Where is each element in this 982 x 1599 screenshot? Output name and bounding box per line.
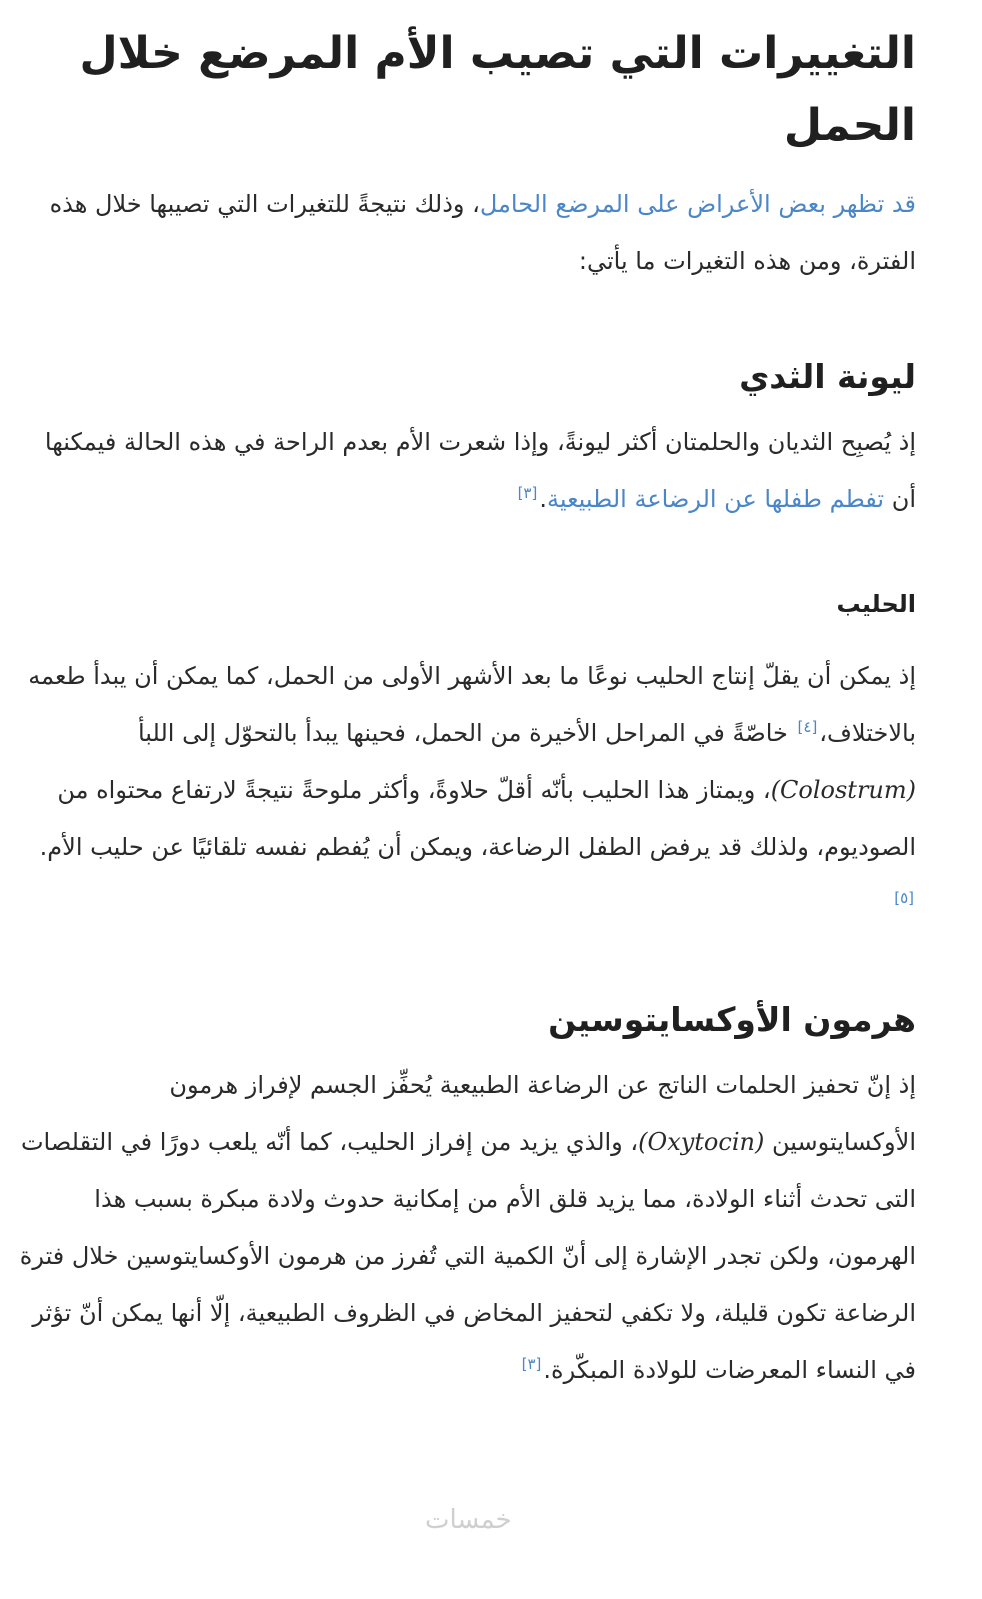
intro-text: ، وذلك نتيجةً للتغيرات التي تصيبها خلال هذه الفترة، ومن هذه التغيرات ما يأتي: bbox=[49, 190, 916, 275]
milk-text-3: ، ويمتاز هذا الحليب بأنّه أقلّ حلاوةً، وأكثر ملوحةً نتيجةً لارتفاع محتواه من الصوديوم، ولذلك قد يرفض الطفل الرضاعة، ويمكن أن يُفطم نفسه تلقائيًا عن حليب الأم. bbox=[39, 776, 916, 861]
milk-text-1: إذ يمكن أن يقلّ إنتاج الحليب نوعًا ما بعد الأشهر الأولى من الحمل، كما يمكن أن يبدأ طعمه بالاختلاف، bbox=[28, 662, 916, 747]
section-heading-breast: ليونة الثدي bbox=[739, 357, 916, 396]
symptoms-link[interactable]: قد تظهر بعض الأعراض على المرضع الحامل bbox=[479, 190, 916, 218]
oxytocin-text-2: ، والذي يزيد من إفراز الحليب، كما أنّه يلعب دورًا في التقلصات التى تحدث أثناء الولادة، مما يزيد قلق الأم من إمكانية حدوث ولادة مبكرة بسبب هذا الهرمون، ولكن تجدر الإشارة إلى أنّ الكمية التي تُفرز من هرمون الأوكسايتوسين خلال فترة الرضاعة تكون قليلة، ولا تكفي لتحفيز المخاض في الظروف الطبيعية، إلّا أنها يمكن أنّ تؤثر في النساء المعرضات للولادة المبكّرة. bbox=[19, 1128, 916, 1384]
oxytocin-text-1: إذ إنّ تحفيز الحلمات الناتج عن الرضاعة الطبيعية يُحفِّز الجسم لإفراز هرمون الأوكسايتوسين bbox=[169, 1071, 916, 1156]
reference-link[interactable]: [٤] bbox=[797, 718, 818, 736]
breast-paragraph bbox=[18, 414, 916, 528]
reference-link[interactable]: [٣] bbox=[521, 1355, 542, 1373]
milk-paragraph bbox=[18, 648, 916, 933]
section-heading-oxytocin: هرمون الأوكسايتوسين bbox=[548, 1000, 916, 1039]
section-heading-milk: الحليب bbox=[836, 590, 916, 618]
breast-text-end: . bbox=[539, 485, 547, 513]
oxytocin-paragraph bbox=[18, 1057, 916, 1399]
colostrum-term: (Colostrum) bbox=[770, 776, 916, 804]
page-title: التغييرات التي تصيب الأم المرضع خلال الحمل bbox=[79, 28, 916, 151]
oxytocin-term: (Oxytocin) bbox=[638, 1128, 765, 1156]
reference-link[interactable]: [٥] bbox=[894, 889, 914, 907]
weaning-link[interactable]: تفطم طفلها عن الرضاعة الطبيعية bbox=[546, 485, 885, 513]
watermark: خمسات bbox=[425, 1505, 512, 1535]
milk-text-2: خاصّةً في المراحل الأخيرة من الحمل، فحينها يبدأ بالتحوّل إلى اللبأ bbox=[137, 719, 796, 747]
breast-text: إذ يُصبِح الثديان والحلمتان أكثر ليونةً، وإذا شعرت الأم بعدم الراحة في هذه الحالة فيمكنها أن bbox=[44, 428, 916, 513]
reference-link[interactable]: [٣] bbox=[517, 484, 538, 502]
intro-paragraph bbox=[18, 176, 916, 290]
